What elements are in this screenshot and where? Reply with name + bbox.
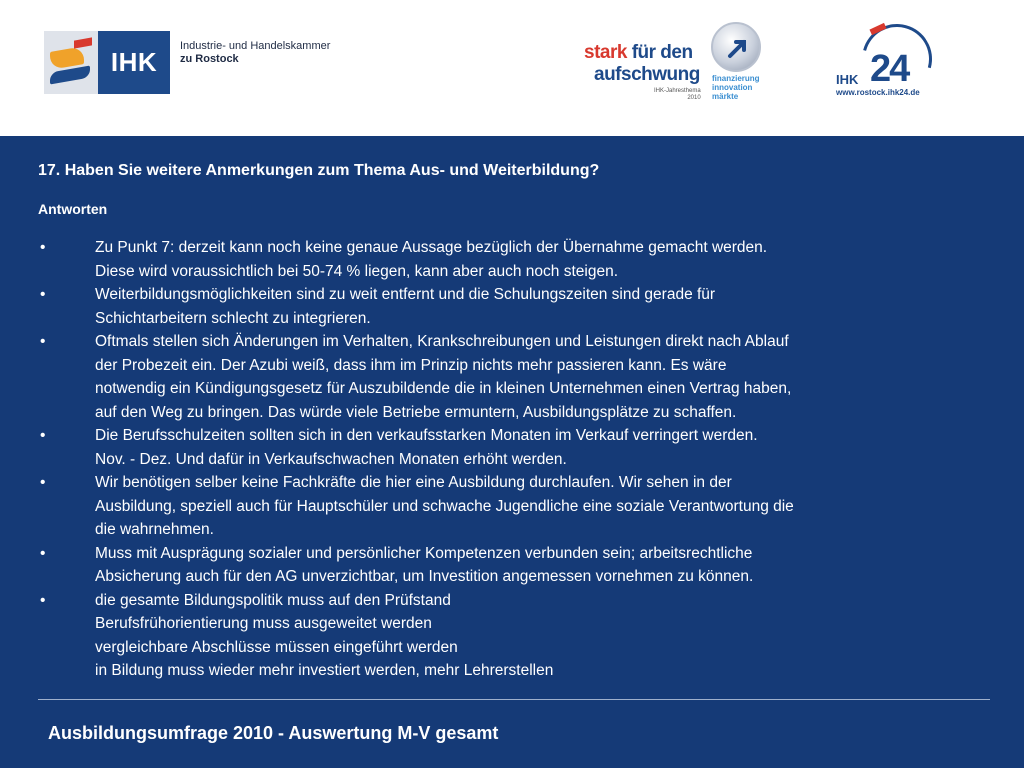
ihk-emblem-icon bbox=[44, 31, 98, 94]
stark-logo-line1 bbox=[584, 42, 693, 64]
answer-line: der Probezeit ein. Der Azubi weiß, dass ihm im Prinzip nichts mehr passieren kann. Es wäre bbox=[95, 356, 727, 374]
bullet-icon: • bbox=[40, 286, 46, 303]
jahresthema-line2: 2010 bbox=[687, 95, 701, 101]
aufschwung-word: aufschwung bbox=[594, 64, 700, 85]
ihk24-prefix: IHK bbox=[836, 72, 859, 87]
tag-innovation: innovation bbox=[712, 83, 753, 92]
tag-finanzierung: finanzierung bbox=[712, 74, 760, 83]
bullet-icon: • bbox=[40, 239, 46, 256]
answer-line: Weiterbildungsmöglichkeiten sind zu weit entfernt und die Schulungszeiten sind gerade für bbox=[95, 286, 716, 303]
footer-divider bbox=[38, 699, 990, 700]
answer-text bbox=[95, 542, 998, 589]
answer-line: notwendig ein Kündigungsgesetz für Auszubildende die in kleinen Unternehmen einen Vertrag haben, bbox=[95, 380, 792, 397]
answer-line: Berufsfrühorientierung muss ausgeweitet werden bbox=[95, 615, 432, 632]
bullet-icon: • bbox=[40, 591, 46, 609]
answer-line: Diese wird voraussichtlich bei 50-74 % liegen, kann aber auch noch steigen. bbox=[95, 262, 618, 280]
answer-item bbox=[38, 424, 998, 471]
footer-title: Ausbildungsumfrage 2010 - Auswertung M-V gesamt bbox=[48, 723, 499, 743]
stark-logo-tags bbox=[712, 74, 760, 101]
answer-line: Die Berufsschulzeiten sollten sich in den verkaufsstarken Monaten im Verkauf verringert werden. bbox=[95, 427, 758, 444]
answer-item bbox=[38, 283, 998, 330]
answer-list bbox=[38, 236, 998, 683]
answer-text bbox=[95, 283, 998, 330]
answer-line: Nov. - Dez. Und dafür in Verkaufschwachen Monaten erhöht werden. bbox=[95, 450, 567, 468]
ihk24-logo bbox=[836, 22, 946, 102]
tag-maerkte: märkte bbox=[712, 92, 739, 101]
bullet-icon: • bbox=[40, 427, 46, 444]
answer-item bbox=[38, 236, 998, 283]
bullet-icon: • bbox=[40, 544, 46, 562]
answer-line: Absicherung auch für den AG unverzichtbar, um Investition angemessen vornehmen zu können. bbox=[95, 568, 754, 585]
upward-arrow-icon bbox=[711, 22, 761, 72]
answer-line: vergleichbare Abschlüsse müssen eingeführt werden bbox=[95, 638, 458, 656]
slide-content bbox=[0, 136, 1024, 768]
answer-line: Zu Punkt 7: derzeit kann noch keine genaue Aussage bezüglich der Übernahme gemacht werden. bbox=[95, 239, 768, 256]
answer-line: Oftmals stellen sich Änderungen im Verhalten, Krankschreibungen und Leistungen direkt nach Ablauf bbox=[95, 333, 789, 350]
answer-text bbox=[95, 236, 998, 283]
answer-line: die gesamte Bildungspolitik muss auf den Prüfstand bbox=[95, 591, 451, 609]
answer-item bbox=[38, 330, 998, 424]
answer-line: in Bildung muss wieder mehr investiert werden, mehr Lehrerstellen bbox=[95, 662, 554, 679]
answer-line: Muss mit Ausprägung sozialer und persönlicher Kompetenzen verbunden sein; arbeitsrechtliche bbox=[95, 544, 753, 562]
ihk-name-line2: zu Rostock bbox=[180, 53, 239, 65]
ihk-logo bbox=[44, 31, 170, 94]
jahresthema-line1: IHK-Jahresthema bbox=[654, 88, 701, 94]
fuer-den-word: für den bbox=[631, 42, 693, 63]
answer-line: die wahrnehmen. bbox=[95, 521, 214, 538]
answer-text bbox=[95, 589, 998, 683]
stark-word: stark bbox=[584, 42, 627, 63]
bullet-icon: • bbox=[40, 333, 46, 350]
ihk-name-line1: Industrie- und Handelskammer bbox=[180, 40, 331, 52]
answer-line: Ausbildung, speziell auch für Hauptschüler und schwache Jugendliche eine soziale Verantwortung die bbox=[95, 497, 794, 515]
answer-text bbox=[95, 471, 998, 542]
jahresthema-label bbox=[654, 88, 701, 102]
answer-text bbox=[95, 424, 998, 471]
answer-line: Schichtarbeitern schlecht zu integrieren. bbox=[95, 309, 371, 327]
header bbox=[0, 0, 1024, 136]
ihk-logo-text: IHK bbox=[98, 31, 170, 94]
ihk-organization-name bbox=[180, 40, 330, 66]
answer-item bbox=[38, 471, 998, 542]
answer-item bbox=[38, 542, 998, 589]
answer-line: auf den Weg zu bringen. Das würde viele Betriebe ermuntern, Ausbildungsplätze zu schaffen. bbox=[95, 403, 737, 421]
stark-fuer-den-aufschwung-logo bbox=[584, 22, 774, 112]
question-title: 17. Haben Sie weitere Anmerkungen zum Thema Aus- und Weiterbildung? bbox=[38, 162, 600, 179]
bullet-icon: • bbox=[40, 474, 46, 491]
ihk24-number: 24 bbox=[870, 48, 909, 90]
answer-text bbox=[95, 330, 998, 424]
answer-line: Wir benötigen selber keine Fachkräfte die hier eine Ausbildung durchlaufen. Wir sehen in der bbox=[95, 474, 732, 491]
answer-item bbox=[38, 589, 998, 683]
answers-label: Antworten bbox=[38, 201, 108, 217]
ihk24-url: www.rostock.ihk24.de bbox=[836, 88, 920, 97]
